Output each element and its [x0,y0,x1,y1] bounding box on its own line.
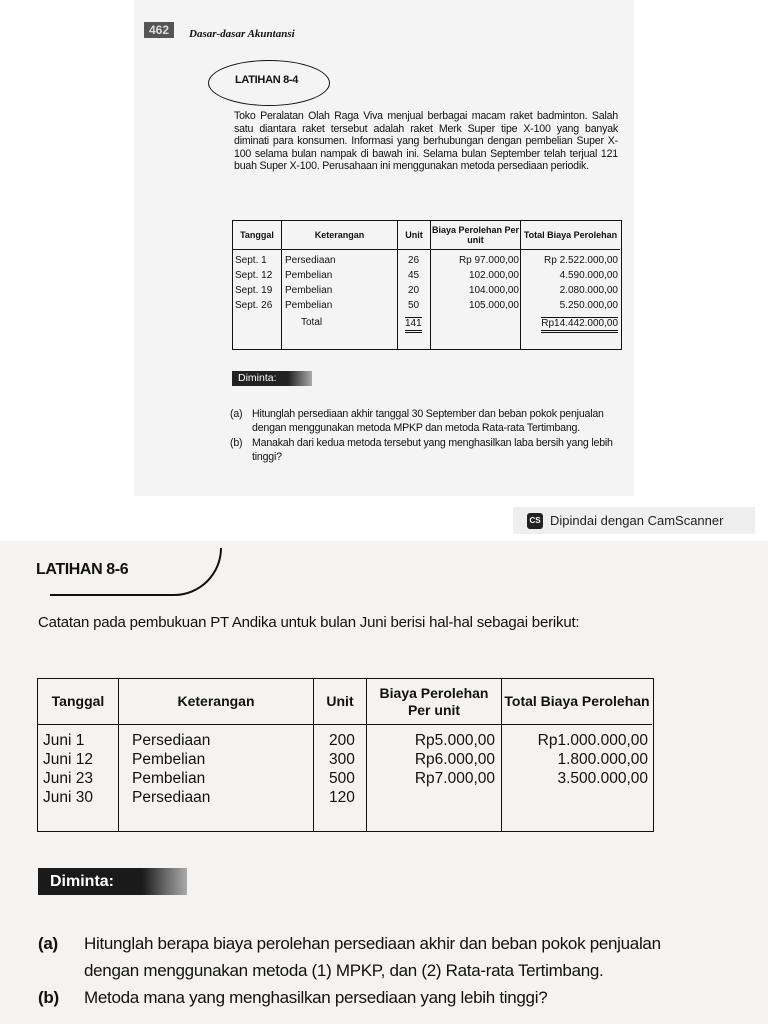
question-item [230,408,622,435]
exercise-intro: Catatan pada pembukuan PT Andika untuk bulan Juni berisi hal-hal sebagai berikut: [38,614,580,631]
table-header-cell: Total Biaya Perolehan [521,221,620,250]
questions-list [38,930,678,1011]
camscanner-label: Dipindai dengan CamScanner [550,513,724,528]
cell-tanggal: Sept. 19 [235,285,273,296]
cell-unit: 50 [408,300,420,311]
question-item [38,930,678,984]
total-label: Total [301,317,323,328]
cell-tanggal: Sept. 1 [235,255,267,266]
cell-keterangan: Pembelian [285,270,333,281]
table-header-cell: Tanggal [38,679,119,725]
question-label: (a) [38,934,58,953]
table-header-cell: Keterangan [282,221,398,250]
cell-per-unit: Rp5.000,00 [414,732,495,749]
cell-keterangan: Pembelian [285,300,333,311]
diminta-label: Diminta: [232,371,312,386]
cell-total: 1.800.000,00 [557,751,648,768]
camscanner-icon: CS [527,513,543,529]
table-header-cell: Tanggal [233,221,282,250]
purchases-table [232,220,622,350]
question-text: Metoda mana yang menghasilkan persediaan yang lebih tinggi? [84,988,548,1007]
question-label: (a) [230,408,243,420]
question-text: Manakah dari kedua metoda tersebut yang menghasilkan laba bersih yang lebih tinggi? [252,437,613,463]
cell-unit: 120 [329,789,355,806]
question-text: Hitunglah berapa biaya perolehan persediaan akhir dan beban pokok penjualan dengan menggunakan metoda (1) MPKP, dan (2) Rata-rata Tertimbang. [84,934,661,980]
question-text: Hitunglah persediaan akhir tanggal 30 September dan beban pokok penjualan dengan menggunakan metoda MPKP dan metoda Rata-rata Tertimbang. [252,408,604,434]
question-item [38,984,678,1011]
cell-keterangan: Persediaan [285,255,336,266]
cell-tanggal: Juni 12 [43,751,93,768]
cell-tanggal: Sept. 12 [235,270,273,281]
cell-unit: 500 [329,770,355,787]
cell-keterangan: Persediaan [132,732,211,749]
book-title: Dasar-dasar Akuntansi [189,28,295,40]
exercise-title: LATIHAN 8-4 [235,74,299,86]
cell-per-unit: Rp6.000,00 [414,751,495,768]
cell-keterangan: Persediaan [132,789,211,806]
cell-total: 5.250.000,00 [559,300,618,311]
table-header-cell: Total Biaya Perolehan [502,679,652,725]
cell-unit: 20 [408,285,420,296]
cell-tanggal: Sept. 26 [235,300,273,311]
cell-unit: 300 [329,751,355,768]
cell-tanggal: Juni 1 [43,732,85,749]
question-label: (b) [38,988,59,1007]
cell-unit: 200 [329,732,355,749]
camscanner-watermark [513,507,755,534]
table-header-cell: Unit [314,679,367,725]
cell-total: Rp1.000.000,00 [537,732,648,749]
cell-total: 3.500.000,00 [557,770,648,787]
cell-per-unit: Rp 97.000,00 [458,255,519,266]
question-item [230,437,622,464]
cell-total: 4.590.000,00 [559,270,618,281]
cell-per-unit: 104.000,00 [468,285,519,296]
cell-per-unit: 105.000,00 [468,300,519,311]
inventory-table [37,678,654,832]
page-number: 462 [144,22,174,38]
table-header-cell: Biaya Perolehan Per unit [431,221,521,250]
diminta-label: Diminta: [38,868,187,895]
cell-total: 2.080.000,00 [559,285,618,296]
cell-per-unit: 102.000,00 [468,270,519,281]
table-header-cell: Unit [398,221,431,250]
cell-total: Rp 2.522.000,00 [544,255,618,266]
question-label: (b) [230,437,243,449]
cell-keterangan: Pembelian [132,751,206,768]
cell-unit: 45 [408,270,420,281]
cell-tanggal: Juni 23 [43,770,93,787]
table-header-cell: Keterangan [119,679,314,725]
total-amount: Rp14.442.000,00 [541,317,618,333]
cell-unit: 26 [408,255,420,266]
exercise-title: LATIHAN 8-6 [36,561,129,578]
table-header-cell: Biaya Perolehan Per unit [367,679,502,725]
cell-tanggal: Juni 30 [43,789,93,806]
total-unit: 141 [405,317,422,333]
cell-keterangan: Pembelian [132,770,206,787]
cell-keterangan: Pembelian [285,285,333,296]
exercise-intro: Toko Peralatan Olah Raga Viva menjual berbagai macam raket badminton. Salah satu diantara raket tersebut adalah raket Merk Super tipe X-100 yang banyak diminati para konsumen. Informasi yang berhubungan dengan pembelian Super X-100 selama bulan nampak di bawah ini. Selama bulan September telah terjual 121 buah Super X-100. Perusahaan ini menggunakan metoda persediaan periodik. [234,110,618,173]
cell-per-unit: Rp7.000,00 [414,770,495,787]
questions-list [230,408,622,464]
